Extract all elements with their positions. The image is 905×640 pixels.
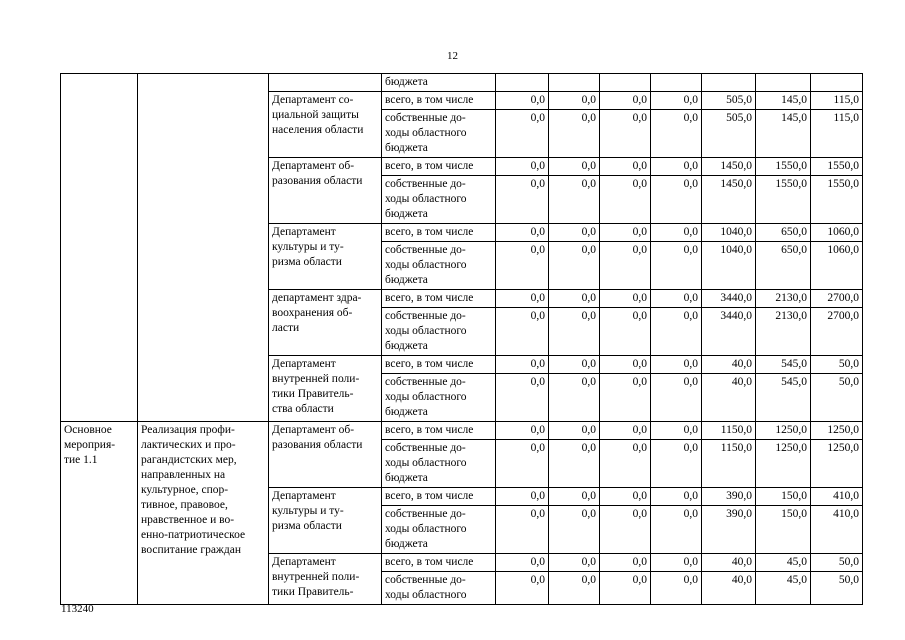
value-cell: 0,0 [651, 224, 702, 242]
value-cell: 0,0 [549, 158, 600, 176]
value-cell: 0,0 [496, 440, 549, 488]
value-cell: 1060,0 [811, 224, 863, 242]
funding-source-cell: всего, в том числе [382, 224, 496, 242]
executor-cell: департамент здра- воохранения об- ласти [269, 290, 382, 356]
value-cell: 3440,0 [702, 290, 756, 308]
executor-cell: Департамент внутренней поли- тики Правитель- ства области [269, 356, 382, 422]
value-cell: 1060,0 [811, 242, 863, 290]
activity-code-cell [61, 74, 138, 422]
value-cell: 650,0 [756, 224, 811, 242]
value-cell: 0,0 [651, 554, 702, 572]
funding-source-cell: собственные до- ходы областного бюджета [382, 506, 496, 554]
value-cell: 0,0 [496, 158, 549, 176]
budget-table-body [61, 74, 863, 605]
value-cell: 0,0 [651, 290, 702, 308]
funding-source-cell: всего, в том числе [382, 554, 496, 572]
value-cell: 0,0 [651, 176, 702, 224]
funding-source-cell: всего, в том числе [382, 290, 496, 308]
executor-cell: Департамент со- циальной защиты населения области [269, 92, 382, 158]
value-cell: 0,0 [549, 110, 600, 158]
value-cell: 545,0 [756, 374, 811, 422]
table-row [61, 74, 863, 92]
value-cell: 145,0 [756, 92, 811, 110]
value-cell: 0,0 [651, 572, 702, 605]
value-cell: 0,0 [600, 488, 651, 506]
value-cell: 2130,0 [756, 308, 811, 356]
funding-source-cell: всего, в том числе [382, 158, 496, 176]
value-cell: 505,0 [702, 110, 756, 158]
value-cell: 0,0 [600, 554, 651, 572]
value-cell: 0,0 [496, 554, 549, 572]
value-cell: 0,0 [600, 356, 651, 374]
value-cell: 0,0 [600, 308, 651, 356]
funding-source-cell: собственные до- ходы областного бюджета [382, 176, 496, 224]
executor-cell: Департамент культуры и ту- ризма области [269, 224, 382, 290]
value-cell: 1040,0 [702, 224, 756, 242]
value-cell: 0,0 [549, 422, 600, 440]
value-cell: 0,0 [651, 422, 702, 440]
value-cell: 0,0 [496, 374, 549, 422]
value-cell: 390,0 [702, 488, 756, 506]
value-cell: 0,0 [651, 158, 702, 176]
value-cell: 0,0 [600, 110, 651, 158]
value-cell: 650,0 [756, 242, 811, 290]
value-cell: 0,0 [600, 242, 651, 290]
value-cell: 0,0 [496, 488, 549, 506]
value-cell: 0,0 [600, 572, 651, 605]
value-cell: 40,0 [702, 572, 756, 605]
funding-source-cell: собственные до- ходы областного бюджета [382, 110, 496, 158]
value-cell: 1150,0 [702, 422, 756, 440]
value-cell: 0,0 [600, 290, 651, 308]
value-cell [496, 74, 549, 92]
value-cell: 0,0 [496, 176, 549, 224]
value-cell: 2700,0 [811, 290, 863, 308]
value-cell: 1250,0 [756, 422, 811, 440]
value-cell: 0,0 [651, 506, 702, 554]
value-cell: 0,0 [496, 356, 549, 374]
value-cell: 2130,0 [756, 290, 811, 308]
value-cell: 1040,0 [702, 242, 756, 290]
value-cell: 0,0 [549, 440, 600, 488]
budget-table [60, 73, 863, 605]
value-cell: 505,0 [702, 92, 756, 110]
executor-cell: Департамент культуры и ту- ризма области [269, 488, 382, 554]
value-cell: 1550,0 [811, 176, 863, 224]
value-cell: 1450,0 [702, 158, 756, 176]
value-cell [651, 74, 702, 92]
value-cell: 0,0 [496, 92, 549, 110]
value-cell: 0,0 [651, 488, 702, 506]
value-cell: 0,0 [496, 242, 549, 290]
funding-source-cell: всего, в том числе [382, 488, 496, 506]
value-cell: 0,0 [496, 308, 549, 356]
value-cell [549, 74, 600, 92]
value-cell: 0,0 [496, 506, 549, 554]
value-cell: 0,0 [496, 110, 549, 158]
value-cell: 0,0 [549, 290, 600, 308]
value-cell: 0,0 [600, 374, 651, 422]
value-cell: 545,0 [756, 356, 811, 374]
value-cell: 1550,0 [811, 158, 863, 176]
funding-source-cell: собственные до- ходы областного бюджета [382, 374, 496, 422]
funding-source-cell: бюджета [382, 74, 496, 92]
value-cell: 0,0 [651, 440, 702, 488]
executor-cell: Департамент внутренней поли- тики Правитель- [269, 554, 382, 605]
value-cell: 0,0 [496, 572, 549, 605]
executor-cell [269, 74, 382, 92]
executor-cell: Департамент об- разования области [269, 422, 382, 488]
funding-source-cell: всего, в том числе [382, 356, 496, 374]
value-cell: 0,0 [496, 422, 549, 440]
value-cell: 0,0 [549, 506, 600, 554]
value-cell: 410,0 [811, 488, 863, 506]
value-cell: 50,0 [811, 356, 863, 374]
value-cell: 0,0 [549, 374, 600, 422]
value-cell: 40,0 [702, 374, 756, 422]
activity-code-cell: Основное мероприя- тие 1.1 [61, 422, 138, 605]
value-cell: 115,0 [811, 92, 863, 110]
value-cell: 0,0 [600, 92, 651, 110]
value-cell: 1550,0 [756, 158, 811, 176]
value-cell: 1250,0 [756, 440, 811, 488]
funding-source-cell: собственные до- ходы областного бюджета [382, 440, 496, 488]
value-cell [600, 74, 651, 92]
funding-source-cell: собственные до- ходы областного бюджета [382, 308, 496, 356]
value-cell: 50,0 [811, 572, 863, 605]
document-code: 113240 [61, 603, 94, 615]
value-cell: 1250,0 [811, 440, 863, 488]
activity-name-cell [138, 74, 269, 422]
value-cell: 0,0 [651, 110, 702, 158]
value-cell: 0,0 [496, 224, 549, 242]
funding-source-cell: собственные до- ходы областного бюджета [382, 242, 496, 290]
value-cell: 0,0 [496, 290, 549, 308]
value-cell: 150,0 [756, 488, 811, 506]
value-cell [811, 74, 863, 92]
value-cell: 3440,0 [702, 308, 756, 356]
value-cell: 0,0 [600, 440, 651, 488]
value-cell: 50,0 [811, 374, 863, 422]
executor-cell: Департамент об- разования области [269, 158, 382, 224]
value-cell [756, 74, 811, 92]
value-cell: 115,0 [811, 110, 863, 158]
value-cell: 0,0 [651, 242, 702, 290]
value-cell: 0,0 [600, 158, 651, 176]
value-cell: 0,0 [549, 554, 600, 572]
value-cell: 0,0 [600, 176, 651, 224]
activity-name-cell: Реализация профи- лактических и про- pагандистских мер, направленных на культурное, спор- тивное, правовое, нравственное и во- енно-патриотическое воспитание граждан [138, 422, 269, 605]
value-cell: 1150,0 [702, 440, 756, 488]
value-cell: 0,0 [549, 92, 600, 110]
table-row [61, 422, 863, 440]
value-cell: 1550,0 [756, 176, 811, 224]
value-cell: 0,0 [651, 374, 702, 422]
value-cell: 0,0 [651, 356, 702, 374]
value-cell: 0,0 [549, 242, 600, 290]
value-cell: 0,0 [549, 488, 600, 506]
value-cell: 0,0 [549, 224, 600, 242]
page-number: 12 [447, 50, 458, 62]
value-cell: 40,0 [702, 356, 756, 374]
value-cell: 150,0 [756, 506, 811, 554]
value-cell: 40,0 [702, 554, 756, 572]
value-cell: 50,0 [811, 554, 863, 572]
value-cell: 1250,0 [811, 422, 863, 440]
value-cell [702, 74, 756, 92]
value-cell: 0,0 [600, 224, 651, 242]
value-cell: 45,0 [756, 572, 811, 605]
value-cell: 145,0 [756, 110, 811, 158]
value-cell: 0,0 [651, 92, 702, 110]
value-cell: 0,0 [651, 308, 702, 356]
value-cell: 45,0 [756, 554, 811, 572]
value-cell: 1450,0 [702, 176, 756, 224]
value-cell: 0,0 [549, 356, 600, 374]
funding-source-cell: собственные до- ходы областного [382, 572, 496, 605]
value-cell: 410,0 [811, 506, 863, 554]
value-cell: 0,0 [549, 308, 600, 356]
value-cell: 0,0 [600, 422, 651, 440]
funding-source-cell: всего, в том числе [382, 92, 496, 110]
value-cell: 0,0 [549, 176, 600, 224]
funding-source-cell: всего, в том числе [382, 422, 496, 440]
value-cell: 2700,0 [811, 308, 863, 356]
value-cell: 390,0 [702, 506, 756, 554]
value-cell: 0,0 [549, 572, 600, 605]
value-cell: 0,0 [600, 506, 651, 554]
